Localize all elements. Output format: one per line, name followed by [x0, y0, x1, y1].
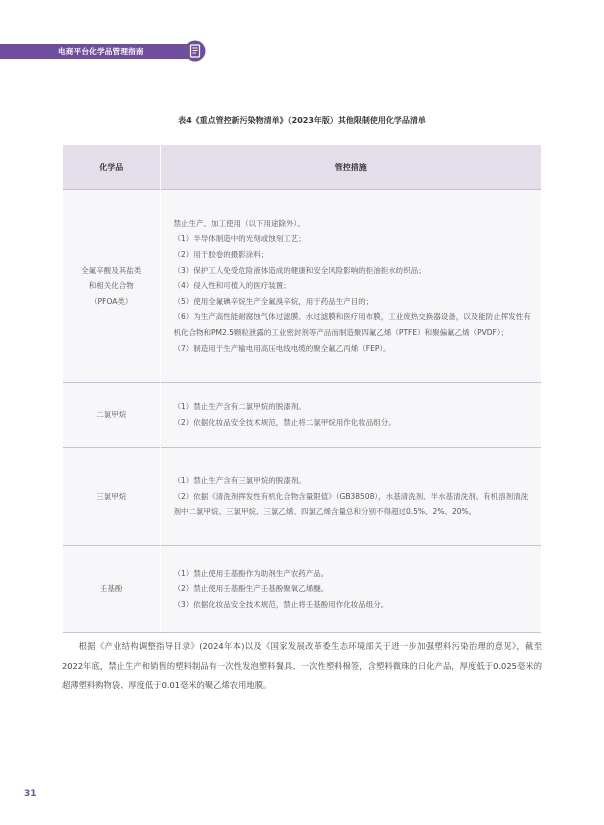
chemical-cell: [63, 383, 160, 448]
measure-item: （1）半导体制造中的光刻或蚀刻工艺；: [173, 234, 306, 244]
measure-item: （1）禁止生产含有二氯甲烷的脱漆剂。: [173, 402, 306, 412]
table-row: [63, 546, 541, 633]
table-row: [63, 190, 541, 383]
chemical-name-line: 全氟辛酸及其盐类: [81, 265, 142, 275]
restricted-chemicals-table: [63, 145, 541, 633]
chemical-cell: [63, 448, 160, 546]
body-text: [62, 637, 542, 696]
chemical-name-line: 二氯甲烷: [96, 410, 127, 420]
document-list-icon: [184, 40, 206, 62]
measures-cell: [160, 546, 541, 633]
measures-cell: [160, 190, 541, 383]
measure-item: （2）用于胶卷的摄影涂料；: [173, 250, 269, 260]
measure-item: （1）禁止生产含有三氯甲烷的脱漆剂。: [173, 476, 306, 486]
measure-item: （4）侵入性和可植入的医疗装置；: [173, 281, 291, 291]
measures-cell: [160, 448, 541, 546]
table-header-row: [63, 145, 541, 190]
header-title: 电商平台化学品管理指南: [58, 47, 144, 56]
measure-item: （2）禁止使用壬基酚生产壬基酚聚氧乙烯醚。: [173, 584, 329, 594]
measure-item: 禁止生产、加工使用（以下用途除外）。: [173, 218, 305, 228]
chemical-name-line: 和相关化合物: [88, 281, 134, 291]
measure-item: （3）保护工人免受危险液体造成的健康和安全风险影响的拒油拒水纺织品；: [173, 265, 426, 275]
measures-cell: [160, 383, 541, 448]
chemical-cell: [63, 190, 160, 383]
chemical-name-line: 壬基酚: [100, 584, 123, 594]
body-paragraph: 根据《产业结构调整指导目录》(2024年本)以及《国家发展改革委生态环境部关于进一步加强塑料污染治理的意见》，截至2022年底，禁止生产和销售的塑料制品有一次性发泡塑料餐具、一次性塑料棉签，含塑料微珠的日化产品，厚度低于0.025毫米的超薄塑料购物袋、厚度低于0.01毫米的聚乙烯农用地膜。: [62, 641, 542, 690]
measure-item: （2）依据化妆品安全技术规范，禁止将二氯甲烷用作化妆品组分。: [173, 418, 396, 427]
page-number: 31: [24, 789, 37, 799]
measure-item: （7）制造用于生产输电用高压电线电缆的聚全氟乙丙烯（FEP）。: [173, 343, 391, 353]
table-title: 表4《重点管控新污染物清单》（2023年版）其他限制使用化学品清单: [178, 116, 426, 125]
column-header-measures: 管控措施: [160, 145, 541, 190]
chemical-cell: [63, 546, 160, 633]
table-row: [63, 383, 541, 448]
measure-item: （6）为生产高性能耐腐蚀气体过滤膜、水过滤膜和医疗用布膜，工业废热交换器设备，以及能防止挥发性有机化合物和PM2.5颗粒泄露的工业密封剂等产品而制造聚四氟乙烯（PTFE）和聚偏氟乙烯（PVDF）；: [173, 312, 531, 337]
measure-item: （5）使用全氟碘辛烷生产全氟溴辛烷，用于药品生产目的；: [173, 296, 374, 306]
measure-item: （3）依据化妆品安全技术规范，禁止将壬基酚用作化妆品组分。: [173, 599, 389, 609]
table-row: [63, 448, 541, 546]
measure-item: （2）依据《清洗剂挥发性有机化合物含量限值》（GB38508），水基清洗剂、半水基清洗剂、有机溶剂清洗剂中二氯甲烷、三氯甲烷、三氯乙烯、四氯乙烯含量总和分别不得超过0.5%、2%、20%。: [173, 491, 529, 517]
measure-item: （1）禁止使用壬基酚作为助剂生产农药产品。: [173, 568, 329, 578]
column-header-chemical: 化学品: [63, 145, 160, 190]
chemical-name-line: 三氯甲烷: [96, 491, 127, 501]
chemical-name-line: （PFOA类）: [90, 296, 133, 306]
